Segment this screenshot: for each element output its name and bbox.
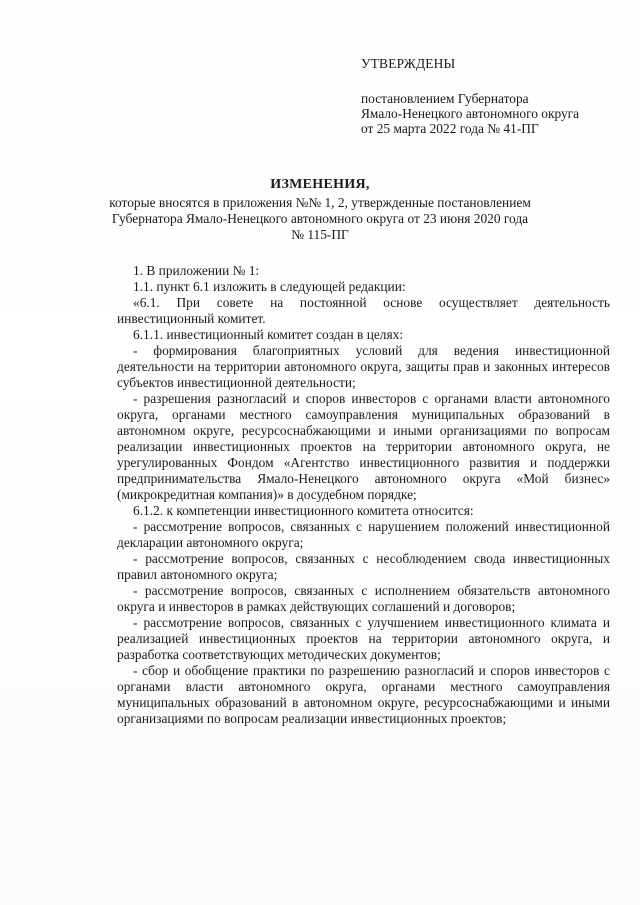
paragraph-9: - рассмотрение вопросов, связанных с несоблюдением свода инвестиционных правил автономного округа; [117,551,610,582]
paragraph-11: - рассмотрение вопросов, связанных с улучшением инвестиционного климата и реализацией инвестиционных проектов на территории автономного округа, и разработка соответствующих методических документов; [117,615,610,662]
paragraph-12: - сбор и обобщение практики по разрешению разногласий и споров инвесторов с органами власти автономного округа, органами местного самоуправления муниципальных образований в автономном округе, ресурсоснабжающими и иными организациями по вопросам реализации инвестиционных проектов; [117,663,610,726]
paragraph-3: «6.1. При совете на постоянной основе осуществляет деятельность инвестиционный комитет. [117,295,610,326]
paragraph-5: - формирования благоприятных условий для ведения инвестиционной деятельности на территории автономного округа, защиты прав и законных интересов субъектов инвестиционной деятельности; [117,343,610,390]
subtitle-line-2: Губернатора Ямало-Ненецкого автономного округа от 23 июня 2020 года [111,211,529,226]
paragraph-1: 1. В приложении № 1: [133,263,260,278]
paragraph-8: - рассмотрение вопросов, связанных с нарушением положений инвестиционной декларации автономного округа; [117,519,610,550]
approval-line-1: постановлением Губернатора [361,91,529,106]
paragraph-4: 6.1.1. инвестиционный комитет создан в целях: [133,327,404,342]
approval-line-2: Ямало-Ненецкого автономного округа [361,106,580,121]
approval-title: УТВЕРЖДЕНЫ [361,56,456,71]
paragraph-2: 1.1. пункт 6.1 изложить в следующей редакции: [133,279,406,294]
paragraph-6: - разрешения разногласий и споров инвесторов с органами власти автономного округа, органами местного самоуправления муниципальных образований в автономном округе, ресурсоснабжающими и иными организациями по вопросам реализации инвестиционных проектов на территории автономного округа, не урегулированных Фондом «Агентство инвестиционного развития и поддержки предпринимательства Ямало-Ненецкого автономного округа «Мой бизнес» (микрокредитная компания)» в досудебном порядке; [117,391,610,502]
subtitle-line-1: которые вносятся в приложения №№ 1, 2, утвержденные постановлением [109,195,531,210]
paragraph-10: - рассмотрение вопросов, связанных с исполнением обязательств автономного округа и инвесторов в рамках действующих соглашений и договоров; [117,583,610,614]
approval-block [361,56,621,136]
document-body [117,263,610,727]
approval-line-3: от 25 марта 2022 года № 41-ПГ [361,121,539,136]
subtitle-line-3: № 115-ПГ [291,227,349,242]
document-title: ИЗМЕНЕНИЯ, [270,177,370,192]
document-subtitle [100,195,540,243]
paragraph-7: 6.1.2. к компетенции инвестиционного комитета относится: [133,503,474,518]
